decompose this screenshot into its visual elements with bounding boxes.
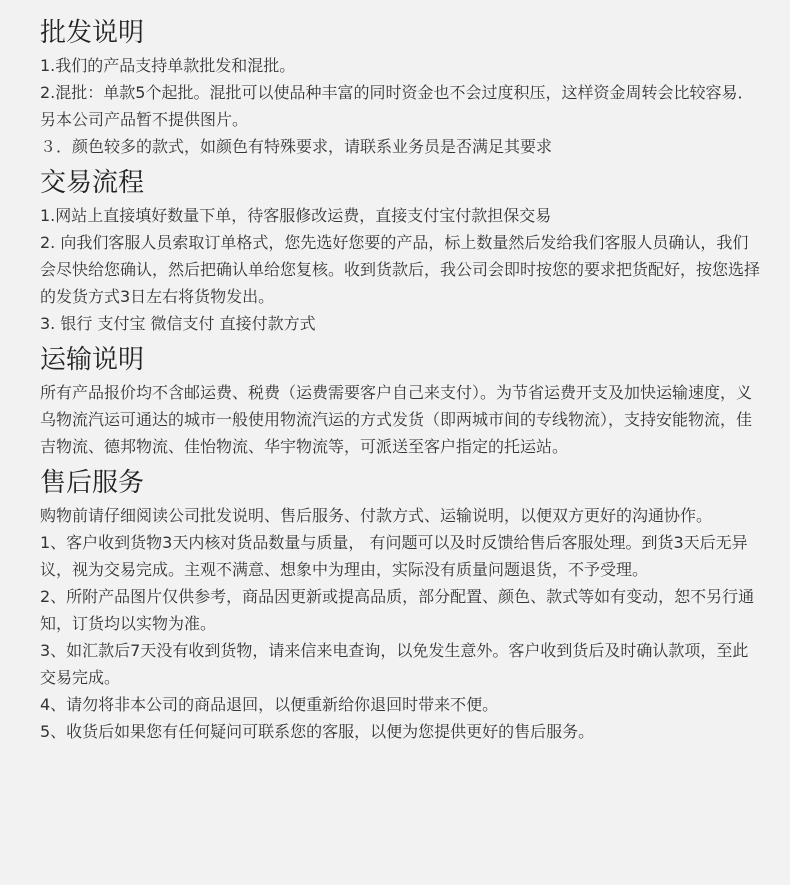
wholesale-line-3: ３．颜色较多的款式，如颜色有特殊要求，请联系业务员是否满足其要求 [40,137,553,156]
aftersale-title: 售后服务 [40,468,145,498]
trade-section [40,164,760,337]
shipping-section [40,341,760,460]
shipping-line-1: 所有产品报价均不含邮运费、税费（运费需要客户自己来支付）。为节省运费开支及加快运输速度，义乌物流汽运可通达的城市一般使用物流汽运的方式发货（即两城市间的专线物流），支持安能物流，佳吉物流、德邦物流、佳怡物流、华宇物流等，可派送至客户指定的托运站。 [40,383,753,456]
aftersale-item-3: 3、如汇款后7天没有收到货物，请来信来电查询，以免发生意外。客户收到货后及时确认款项，至此交易完成。 [40,641,749,687]
wholesale-section [40,14,760,160]
wholesale-line-1: 1.我们的产品支持单款批发和混批。 [40,56,296,75]
aftersale-intro: 购物前请仔细阅读公司批发说明、售后服务、付款方式、运输说明，以便双方更好的沟通协作。 [40,506,713,525]
wholesale-title: 批发说明 [40,18,145,48]
trade-title: 交易流程 [40,168,145,198]
trade-line-2: 2. 向我们客服人员索取订单格式，您先选好您要的产品，标上数量然后发给我们客服人员确认，我们会尽快给您确认，然后把确认单给您复核。收到货款后，我公司会即时按您的要求把货配好，按您选择的发货方式3日左右将货物发出。 [40,233,761,306]
aftersale-item-1: 1、客户收到货物3天内核对货品数量与质量， 有问题可以及时反馈给售后客服处理。到货3天后无异议，视为交易完成。主观不满意、想象中为理由，实际没有质量问题退货，不予受理。 [40,533,748,579]
trade-line-3: 3. 银行 支付宝 微信支付 直接付款方式 [40,314,316,333]
aftersale-item-5: 5、收货后如果您有任何疑问可联系您的客服，以便为您提供更好的售后服务。 [40,722,595,741]
wholesale-line-2: 2.混批：单款5个起批。混批可以使品种丰富的同时资金也不会过度积压，这样资金周转会比较容易．另本公司产品暂不提供图片。 [40,83,754,129]
trade-line-1: 1.网站上直接填好数量下单，待客服修改运费，直接支付宝付款担保交易 [40,206,552,225]
aftersale-item-2: 2、所附产品图片仅供参考，商品因更新或提高品质，部分配置、颜色、款式等如有变动，恕不另行通知，订货均以实物为准。 [40,587,755,633]
shipping-title: 运输说明 [40,345,145,375]
aftersale-item-4: 4、请勿将非本公司的商品退回，以便重新给你退回时带来不便。 [40,695,499,714]
aftersale-section [40,464,760,745]
